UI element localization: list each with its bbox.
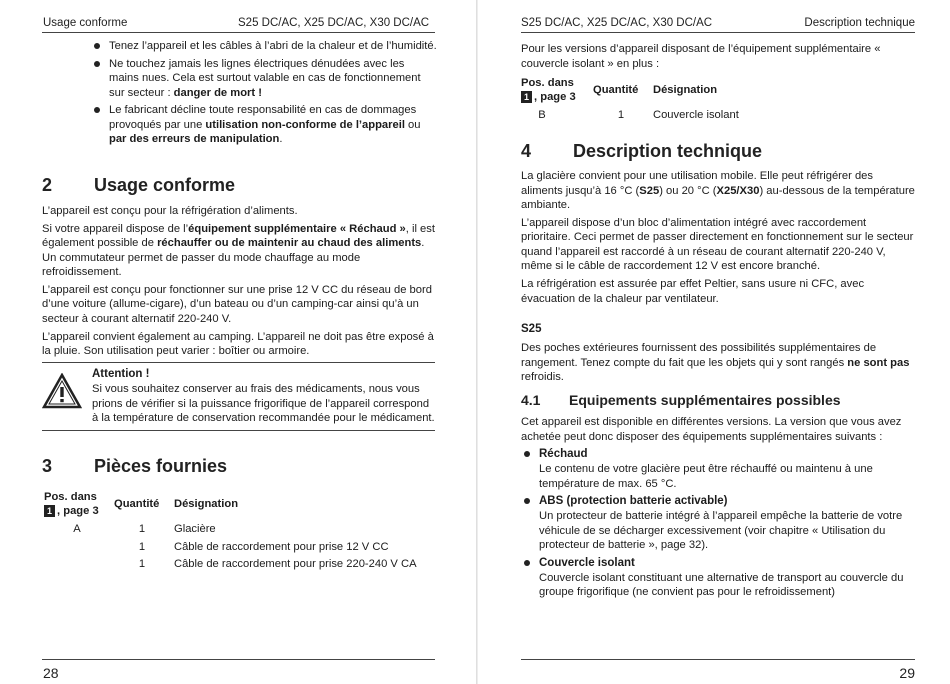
attention-note — [42, 362, 435, 431]
text-run: . Un commutateur permet de passer du mode chauffage au mode refroidissement. — [42, 237, 425, 279]
text-run: ) au-dessous de la température ambiante. — [521, 184, 915, 212]
equipment-title: Couvercle isolant — [539, 556, 635, 569]
col-position-label: Pos. dans — [44, 491, 97, 503]
section-title: Pièces fournies — [94, 456, 228, 476]
cell-position — [44, 555, 114, 573]
section-title: Description technique — [573, 141, 763, 161]
table-header-row — [521, 76, 743, 106]
text-bold: réchauffer ou de maintenir au chaud des aliments — [157, 237, 422, 250]
list-item — [91, 57, 437, 101]
text-bold: S25 — [639, 184, 660, 197]
bullet-text: Ne touchez jamais les lignes électriques dénudées avec les mains nues. Cela est surtout valable en cas de fonctionnement sur secteur : — [109, 57, 421, 99]
section-heading-2 — [42, 174, 235, 197]
list-item — [521, 447, 917, 491]
footer-rule — [42, 659, 435, 660]
cell-designation: Couvercle isolant — [653, 109, 739, 121]
header-section-title: Description technique — [804, 17, 915, 29]
cell-quantity: 1 — [617, 109, 625, 121]
bullet-text: Le fabricant décline toute responsabilité en cas de dommages provoqués par une — [109, 104, 417, 131]
section-heading-3 — [42, 455, 227, 478]
table-row — [44, 538, 421, 556]
attention-note-text — [92, 367, 435, 426]
bullet-bold: danger de mort ! — [173, 86, 262, 99]
section-title: Equipements supplémentaires possibles — [569, 392, 841, 408]
section-number: 2 — [42, 175, 53, 195]
cell-quantity: 1 — [138, 540, 146, 553]
optional-lid-intro: Pour les versions d’appareil disposant de l’équipement supplémentaire « couvercle isolant » en plus : — [521, 43, 881, 70]
col-quantity-header: Quantité — [114, 497, 160, 510]
equipment-description: Un protecteur de batterie intégré à l’appareil empêche la batterie de votre véhicule de se décharger excessivement (voir chapitre « Utilisation du protecteur de batterie », page 32). — [539, 510, 903, 552]
bullet-text: ou — [404, 118, 421, 131]
col-position-header — [521, 76, 593, 106]
col-position-page: , page 3 — [534, 91, 576, 103]
figure-badge: 1 — [521, 91, 532, 103]
header-rule — [42, 32, 435, 33]
text-run: , il est également possible de — [42, 222, 435, 250]
attention-body: Si vous souhaitez conserver au frais des médicaments, nous vous prions de vérifier si la puissance frigorifique de l’appareil correspond à la température de conservation recommandée pour le médicament. — [92, 382, 435, 425]
cell-quantity: 1 — [138, 558, 146, 571]
equipment-description: Le contenu de votre glacière peut être réchauffé ou maintenu à une température de max. 65 °C. — [539, 463, 873, 490]
equipment-list — [521, 447, 917, 600]
col-position-page: , page 3 — [57, 505, 99, 517]
equipment-title: Réchaud — [539, 448, 588, 461]
list-item — [521, 556, 917, 600]
col-designation-header: Désignation — [653, 83, 718, 96]
text-run: Si votre appareil dispose de l’ — [42, 222, 189, 235]
page-number: 28 — [43, 665, 59, 681]
header-model-names: S25 DC/AC, X25 DC/AC, X30 DC/AC — [238, 17, 430, 29]
table-row — [44, 520, 421, 538]
bullet-text: Tenez l’appareil et les câbles à l’abri de la chaleur et de l’humidité. — [109, 40, 437, 52]
paragraph: L’appareil est conçu pour la réfrigération d’aliments. — [42, 205, 298, 217]
section-number: 4.1 — [521, 392, 541, 408]
cell-position: A — [73, 523, 81, 535]
equipment-description: Couvercle isolant constituant une alternative de transport au couvercle du groupe frigorifique (ne convient pas pour le refroidissement) — [539, 571, 904, 599]
figure-badge: 1 — [44, 505, 55, 517]
list-item — [521, 494, 917, 553]
col-position-header — [44, 490, 114, 520]
table-row — [521, 106, 743, 124]
cell-designation: Câble de raccordement pour prise 220-240 V CA — [174, 558, 417, 571]
list-item — [91, 103, 437, 147]
paragraph: Cet appareil est disponible en différentes versions. La version que vous avez achetée peut donc disposer des équipements supplémentaires suivants : — [521, 416, 902, 443]
warning-triangle-icon — [42, 367, 92, 426]
section-4-1-body — [521, 415, 917, 603]
text-run: refroidis. — [521, 371, 564, 384]
cell-position: B — [538, 109, 546, 121]
equipment-title: ABS (protection batterie activable) — [539, 495, 728, 508]
cell-designation: Câble de raccordement pour prise 12 V CC — [174, 540, 389, 553]
section-heading-4-1 — [521, 391, 841, 409]
text-bold: X25/X30 — [716, 184, 760, 197]
paragraph — [42, 222, 437, 280]
subheading-s25: S25 — [521, 323, 542, 336]
text-run: ) ou 20 °C ( — [659, 184, 717, 197]
col-position-label: Pos. dans — [521, 77, 574, 89]
section-4-body — [521, 169, 917, 388]
col-quantity-header: Quantité — [593, 83, 639, 96]
parts-table — [44, 490, 421, 573]
footer-rule — [521, 659, 915, 660]
section-number: 4 — [521, 141, 532, 161]
attention-title: Attention ! — [92, 368, 150, 380]
paragraph: L’appareil est conçu pour fonctionner sur une prise 12 V CC du réseau de bord d’une voiture (allume-cigare), d’un bateau ou d’un camping-car ainsi qu’à un secteur à courant alternatif 220-240 V. — [42, 283, 432, 325]
header-rule — [521, 32, 915, 33]
page-number: 29 — [899, 665, 915, 681]
text-bold: ne sont pas — [847, 356, 910, 369]
cell-designation: Glacière — [174, 523, 216, 535]
paragraph: L’appareil dispose d’un bloc d’alimentation intégré avec raccordement prioritaire. Ceci permet de passer directement en fonctionnement sur le secteur quand l’appareil est raccordé à un réseau de courant alternatif 220-240 V, même si le câble de raccordement 12 V est encore branché. — [521, 216, 914, 273]
section-heading-4 — [521, 140, 762, 163]
bullet-text: . — [279, 133, 283, 146]
section-2-body — [42, 204, 437, 362]
section-number: 3 — [42, 456, 53, 476]
header-section-title: Usage conforme — [43, 17, 128, 29]
paragraph — [521, 169, 917, 213]
page-right — [477, 0, 950, 684]
col-designation-header: Désignation — [174, 497, 239, 510]
optional-parts-table — [521, 76, 743, 124]
text-run: Des poches extérieures fournissent des possibilités supplémentaires de rangement. Tenez compte du fait que les objets qui y sont rangés — [521, 342, 877, 369]
paragraph — [521, 341, 917, 385]
header-model-names: S25 DC/AC, X25 DC/AC, X30 DC/AC — [521, 17, 713, 29]
bullet-bold: utilisation non-conforme de l’appareil — [205, 118, 405, 131]
paragraph: L’appareil convient également au camping. L’appareil ne doit pas être exposé à la pluie. Son utilisation peut varier : boîtier ou armoire. — [42, 330, 434, 358]
text-run: La glacière convient pour une utilisation mobile. Elle peut réfrigérer des aliments jusqu’à 16 °C ( — [521, 170, 873, 197]
paragraph: La réfrigération est assurée par effet Peltier, sans usure ni CFC, avec évacuation de la chaleur par ventilateur. — [521, 277, 865, 305]
section-title: Usage conforme — [94, 175, 236, 195]
table-header-row — [44, 490, 421, 520]
list-item — [91, 39, 437, 54]
safety-bullet-list — [91, 39, 437, 150]
bullet-bold: par des erreurs de manipulation — [109, 133, 280, 146]
table-row — [44, 555, 421, 573]
text-bold: équipement supplémentaire « Réchaud » — [188, 222, 406, 235]
cell-quantity: 1 — [138, 523, 146, 535]
cell-position — [44, 538, 114, 556]
